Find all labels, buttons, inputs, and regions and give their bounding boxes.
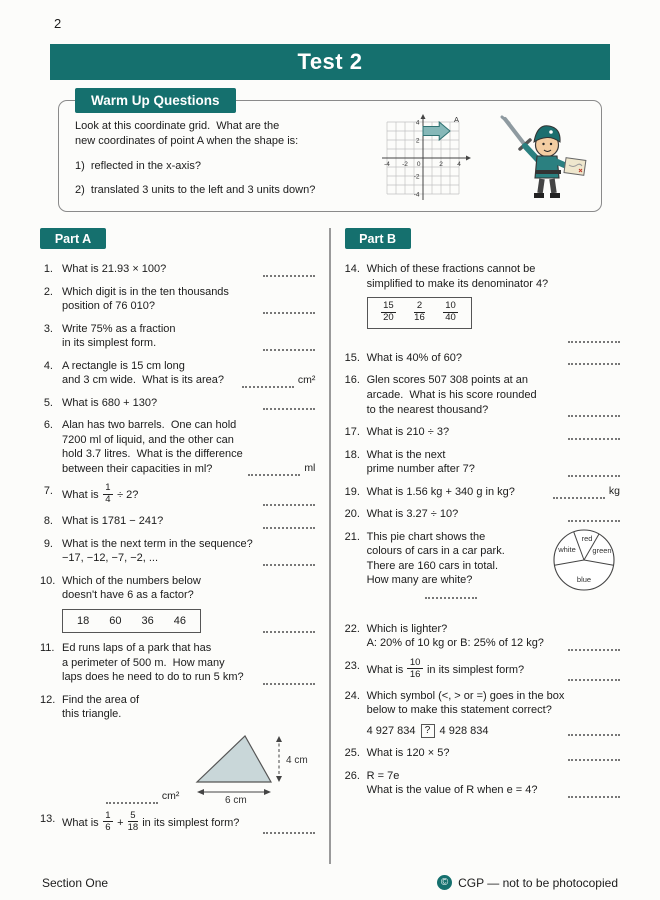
question-body <box>62 359 315 388</box>
answer-area <box>558 750 620 761</box>
warmup-intro-line: new coordinates of point A when the shape is: <box>75 135 299 148</box>
question-text: This pie chart shows the <box>366 530 486 543</box>
answer-unit: ml <box>304 462 316 475</box>
part-b-questions <box>345 262 620 798</box>
question-body <box>367 746 620 761</box>
question-body <box>367 448 620 477</box>
answer-area <box>253 555 315 566</box>
svg-text:4 cm: 4 cm <box>286 754 309 766</box>
answer-area <box>253 495 315 506</box>
svg-text:A: A <box>454 115 460 124</box>
question-text: laps does he need to do to run 5 km? <box>62 671 244 684</box>
question-line <box>62 299 315 314</box>
question-body <box>62 262 315 277</box>
question-text: Which digit is in the ten thousands <box>62 285 229 298</box>
question-number: 25. <box>344 747 360 760</box>
question-7 <box>40 484 315 506</box>
svg-text:blue: blue <box>576 574 592 584</box>
question-line <box>62 322 315 337</box>
question-body <box>62 396 315 411</box>
question-line <box>62 641 315 656</box>
question-line <box>62 447 315 462</box>
dotted-answer-line[interactable] <box>425 588 477 599</box>
answer-area <box>253 266 315 277</box>
question-text: Find the area of <box>62 693 140 706</box>
question-20 <box>345 507 620 522</box>
question-body <box>62 514 315 529</box>
answer-area <box>253 518 315 529</box>
question-line <box>62 656 315 671</box>
question-line <box>367 769 620 784</box>
question-number: 20. <box>344 508 360 521</box>
answer-row <box>367 332 620 343</box>
question-number: 9. <box>43 537 53 550</box>
question-number: 8. <box>43 515 53 528</box>
svg-text:2: 2 <box>439 161 443 168</box>
question-text: Glen scores 507 308 points at an <box>366 374 529 387</box>
question-text: Write 75% as a fraction <box>62 322 176 335</box>
question-line <box>62 514 315 529</box>
question-line <box>366 656 620 681</box>
question-line <box>367 262 620 277</box>
svg-text:-2: -2 <box>413 173 420 181</box>
copyright-icon: © <box>437 875 452 890</box>
dotted-answer-line[interactable] <box>568 640 620 651</box>
question-text: How many are white? <box>366 574 473 587</box>
question-body <box>367 507 620 522</box>
question-21 <box>345 530 620 614</box>
question-text: and 3 cm wide. What is its area? <box>62 374 225 387</box>
answer-area <box>238 462 315 476</box>
option-value: 46 <box>173 614 186 627</box>
warmup-text <box>75 113 371 199</box>
svg-text:4: 4 <box>415 119 420 127</box>
svg-text:4: 4 <box>457 161 461 168</box>
question-line <box>367 622 620 637</box>
question-line <box>62 433 315 448</box>
question-line <box>62 359 315 374</box>
answer-area <box>96 790 180 804</box>
answer-area <box>253 340 315 351</box>
question-text: to the nearest thousand? <box>366 403 489 416</box>
question-body <box>367 351 620 366</box>
answer-area <box>558 670 620 681</box>
question-body <box>62 641 315 685</box>
svg-text:green: green <box>592 545 612 555</box>
question-body <box>62 537 315 566</box>
question-text: What is the value of R when e = 4? <box>366 784 538 797</box>
dotted-answer-line[interactable] <box>568 332 620 343</box>
dotted-answer-line[interactable] <box>568 725 620 736</box>
question-line <box>62 670 315 685</box>
question-9 <box>40 537 315 566</box>
part-b-column <box>331 228 620 864</box>
svg-text:red: red <box>581 533 593 543</box>
svg-text:-2: -2 <box>402 161 408 168</box>
question-text: There are 160 cars in total. <box>366 559 499 572</box>
question-16 <box>345 373 620 417</box>
question-line <box>62 551 315 566</box>
question-body <box>367 530 620 614</box>
dotted-answer-line[interactable] <box>242 377 294 388</box>
question-text: below to make this statement correct? <box>366 704 552 717</box>
part-b-badge: Part B <box>345 228 411 249</box>
fraction: $\frac{10}{40}$ <box>443 301 459 323</box>
question-line <box>367 425 620 440</box>
question-text: Alan has two barrels. One can hold <box>62 419 237 432</box>
answer-area <box>232 374 316 388</box>
question-19 <box>345 485 620 500</box>
question-text: Which of these fractions cannot be <box>366 263 536 275</box>
question-text: simplified to make its denominator 4? <box>366 277 549 290</box>
question-body <box>367 769 620 798</box>
dotted-answer-line[interactable] <box>568 787 620 798</box>
question-body <box>62 693 315 804</box>
question-number: 10. <box>40 574 56 587</box>
footer-copyright-text: CGP — not to be photocopied <box>458 875 618 890</box>
question-body <box>366 656 620 681</box>
question-text: What is the next <box>366 448 446 461</box>
dotted-answer-line[interactable] <box>248 465 300 476</box>
part-a-questions <box>40 262 315 834</box>
question-line <box>367 703 620 718</box>
question-line <box>367 783 620 798</box>
question-22 <box>345 622 620 651</box>
question-line <box>367 373 620 388</box>
question-text: What is $\frac{1}{4}$ ÷ 2? <box>62 482 139 506</box>
option-value: 36 <box>141 614 154 627</box>
warmup-intro-line: Look at this coordinate grid. What are the <box>75 120 280 132</box>
answer-area <box>558 406 620 417</box>
fraction-options-box <box>367 297 473 329</box>
question-15 <box>345 351 620 366</box>
dotted-answer-line[interactable] <box>568 670 620 681</box>
question-18 <box>345 448 620 477</box>
question-11 <box>40 641 315 685</box>
question-number: 24. <box>344 689 360 702</box>
answer-unit: kg <box>608 485 620 498</box>
dotted-answer-line[interactable] <box>263 495 315 506</box>
question-text: What is $\frac{10}{16}$ in its simplest form? <box>366 656 525 680</box>
question-10 <box>40 574 315 634</box>
comparison-row <box>367 724 620 739</box>
question-body <box>62 418 315 476</box>
part-a-badge: Part A <box>40 228 106 249</box>
dotted-answer-line[interactable] <box>568 466 620 477</box>
fraction: $\frac{5}{18}$ <box>127 809 139 833</box>
question-1 <box>40 262 315 277</box>
part-a-column <box>40 228 329 864</box>
question-17 <box>345 425 620 440</box>
question-number: 12. <box>40 693 56 706</box>
dotted-answer-line[interactable] <box>263 340 315 351</box>
question-text: 7200 ml of liquid, and the other can <box>62 433 234 446</box>
question-line <box>367 388 620 403</box>
dotted-answer-line[interactable] <box>568 429 620 440</box>
page-number: 2 <box>54 16 62 31</box>
question-text: hold 3.7 litres. What is the difference <box>62 448 243 461</box>
question-text: a perimeter of 500 m. How many <box>62 656 225 669</box>
comparison-right: 4 928 834 <box>439 724 489 737</box>
question-number: 23. <box>344 659 360 672</box>
dotted-answer-line[interactable] <box>568 354 620 365</box>
question-line <box>62 262 315 277</box>
question-line <box>62 693 315 708</box>
question-line <box>367 277 620 292</box>
question-text: Ed runs laps of a park that has <box>62 642 212 655</box>
answer-area <box>253 622 315 633</box>
warmup-box <box>58 93 602 212</box>
question-25 <box>345 746 620 761</box>
question-line <box>62 336 315 351</box>
question-text: What is $\frac{1}{6}$ + $\frac{5}{18}$ in its simplest form? <box>62 809 240 833</box>
fraction-options-row <box>367 297 620 329</box>
question-text: What is 120 × 5? <box>366 747 450 760</box>
question-body <box>62 574 315 634</box>
answer-area <box>558 511 620 522</box>
question-text: What is 40% of 60? <box>366 351 462 364</box>
question-line <box>367 636 620 651</box>
question-text: colours of cars in a car park. <box>366 545 505 558</box>
question-text: Which symbol (<, > or =) goes in the box <box>366 689 565 702</box>
question-line <box>367 351 620 366</box>
question-text: Which is lighter? <box>366 622 448 635</box>
question-number: 6. <box>43 419 53 432</box>
question-text: A: 20% of 10 kg or B: 25% of 12 kg? <box>366 637 544 650</box>
warmup-item-1: 1) reflected in the x-axis? <box>75 159 201 172</box>
fraction: $\frac{1}{6}$ <box>103 811 113 833</box>
question-text: arcade. What is his score rounded <box>366 389 537 401</box>
dotted-answer-line[interactable] <box>263 266 315 277</box>
dotted-answer-line[interactable] <box>263 823 315 834</box>
warmup-label: Warm Up Questions <box>75 88 236 113</box>
question-text: What is 680 + 130? <box>62 396 158 409</box>
question-26 <box>345 769 620 798</box>
question-number: 16. <box>344 374 360 387</box>
dotted-answer-line[interactable] <box>568 511 620 522</box>
question-text: What is 3.27 ÷ 10? <box>366 508 459 521</box>
question-body <box>62 809 315 834</box>
question-text: in its simplest form. <box>62 337 157 350</box>
question-number: 1. <box>43 263 53 275</box>
triangle-row <box>62 726 315 804</box>
svg-text:2: 2 <box>415 137 420 145</box>
question-number: 17. <box>344 426 360 439</box>
question-line <box>62 396 315 411</box>
question-2 <box>40 285 315 314</box>
fraction: $\frac{15}{20}$ <box>381 301 397 323</box>
question-text: −17, −12, −7, −2, ... <box>62 552 159 565</box>
question-number: 19. <box>344 485 360 498</box>
dotted-answer-line[interactable] <box>263 518 315 529</box>
question-text: position of 76 010? <box>62 300 155 313</box>
option-value: 60 <box>109 614 122 627</box>
answer-area <box>253 399 315 410</box>
question-body <box>62 484 315 506</box>
question-text: What is 210 ÷ 3? <box>366 426 450 439</box>
answer-area <box>558 466 620 477</box>
answer-unit: cm² <box>297 373 316 386</box>
option-value: 18 <box>77 614 90 627</box>
question-text: R = 7e <box>366 769 400 782</box>
question-number: 5. <box>43 396 53 409</box>
question-line <box>62 484 315 506</box>
question-columns <box>40 228 620 864</box>
question-line <box>367 462 620 477</box>
question-body <box>367 622 620 651</box>
answer-area <box>253 303 315 314</box>
pirate-illustration <box>495 115 595 212</box>
question-body <box>367 373 620 417</box>
question-4 <box>40 359 315 388</box>
dotted-answer-line[interactable] <box>263 674 315 685</box>
question-line <box>62 537 315 552</box>
question-line <box>62 574 315 589</box>
question-line <box>62 588 315 603</box>
question-number: 18. <box>344 448 360 461</box>
question-text: Which of the numbers below <box>62 574 201 587</box>
question-line <box>62 285 315 300</box>
dotted-answer-line[interactable] <box>263 399 315 410</box>
question-number: 22. <box>344 622 360 635</box>
question-text: this triangle. <box>62 708 122 721</box>
fraction: $\frac{10}{16}$ <box>407 658 423 680</box>
comparison-left: 4 927 834 <box>366 724 416 737</box>
coordinate-grid <box>371 111 489 212</box>
warmup-item-2: 2) translated 3 units to the left and 3 units down? <box>75 184 316 197</box>
question-number: 7. <box>43 485 53 498</box>
question-23 <box>344 656 620 681</box>
question-text: What is the next term in the sequence? <box>62 537 253 550</box>
dotted-answer-line[interactable] <box>263 555 315 566</box>
dotted-answer-line[interactable] <box>568 750 620 761</box>
question-line <box>62 373 315 388</box>
question-12 <box>40 693 315 804</box>
answer-area <box>558 429 620 440</box>
question-line <box>62 809 315 834</box>
answer-area <box>425 588 477 599</box>
question-line <box>367 746 620 761</box>
question-text: What is 1781 − 241? <box>62 515 164 528</box>
question-text: prime number after 7? <box>366 463 475 476</box>
question-8 <box>40 514 315 529</box>
fraction: $\frac{1}{4}$ <box>103 483 113 505</box>
question-body <box>367 485 620 500</box>
question-number: 11. <box>40 642 55 655</box>
footer-section-label: Section One <box>42 875 109 890</box>
answer-area <box>558 640 620 651</box>
question-text: between their capacities in ml? <box>62 462 213 475</box>
number-options-row <box>62 609 315 634</box>
answer-unit: cm² <box>161 789 180 802</box>
question-text: A rectangle is 15 cm long <box>62 359 185 372</box>
svg-text:-4: -4 <box>384 161 390 168</box>
svg-text:0: 0 <box>416 161 421 168</box>
question-line <box>367 507 620 522</box>
question-text: What is 1.56 kg + 340 g in kg? <box>366 485 515 498</box>
question-number: 14. <box>344 263 360 275</box>
question-number: 3. <box>43 322 53 335</box>
svg-text:white: white <box>558 544 576 554</box>
question-number: 26. <box>344 769 360 782</box>
question-line <box>62 462 315 477</box>
question-6 <box>40 418 315 476</box>
question-body <box>62 322 315 351</box>
question-body <box>367 689 620 739</box>
answer-area <box>543 485 620 499</box>
dotted-answer-line[interactable] <box>553 488 605 499</box>
question-number: 2. <box>43 285 53 298</box>
symbol-answer-box[interactable]: ? <box>421 724 435 738</box>
question-line <box>367 448 620 463</box>
dotted-answer-line[interactable] <box>263 622 315 633</box>
dotted-answer-line[interactable] <box>568 406 620 417</box>
test-title-banner: Test 2 <box>50 44 610 80</box>
answer-area <box>558 332 620 343</box>
answer-area <box>253 674 315 685</box>
question-body <box>62 285 315 314</box>
page-footer <box>42 875 618 890</box>
question-number: 21. <box>344 530 360 543</box>
answer-area <box>558 787 620 798</box>
triangle-figure <box>193 726 315 804</box>
answer-area <box>558 725 620 736</box>
dotted-answer-line[interactable] <box>106 793 158 804</box>
question-24 <box>345 689 620 739</box>
number-options-box <box>62 609 201 634</box>
question-line <box>62 418 315 433</box>
question-line <box>367 689 620 704</box>
question-line <box>367 485 620 500</box>
question-14 <box>345 262 620 343</box>
question-5 <box>40 396 315 411</box>
question-13 <box>40 809 315 834</box>
fraction: $\frac{2}{16}$ <box>414 300 425 323</box>
footer-copyright <box>437 875 618 890</box>
question-body <box>367 262 620 343</box>
question-line <box>62 707 315 722</box>
question-number: 15. <box>344 351 360 364</box>
pie-chart <box>544 522 620 598</box>
answer-area <box>253 823 315 834</box>
question-text: doesn't have 6 as a factor? <box>62 589 194 602</box>
question-3 <box>40 322 315 351</box>
svg-text:6 cm: 6 cm <box>225 794 248 804</box>
dotted-answer-line[interactable] <box>263 303 315 314</box>
pirate-icon <box>495 115 591 207</box>
question-line <box>367 403 620 418</box>
question-text: What is 21.93 × 100? <box>62 263 167 275</box>
answer-area <box>558 354 620 365</box>
question-number: 13. <box>40 812 56 825</box>
question-number: 4. <box>43 359 53 372</box>
svg-text:-4: -4 <box>413 191 420 199</box>
question-body <box>367 425 620 440</box>
